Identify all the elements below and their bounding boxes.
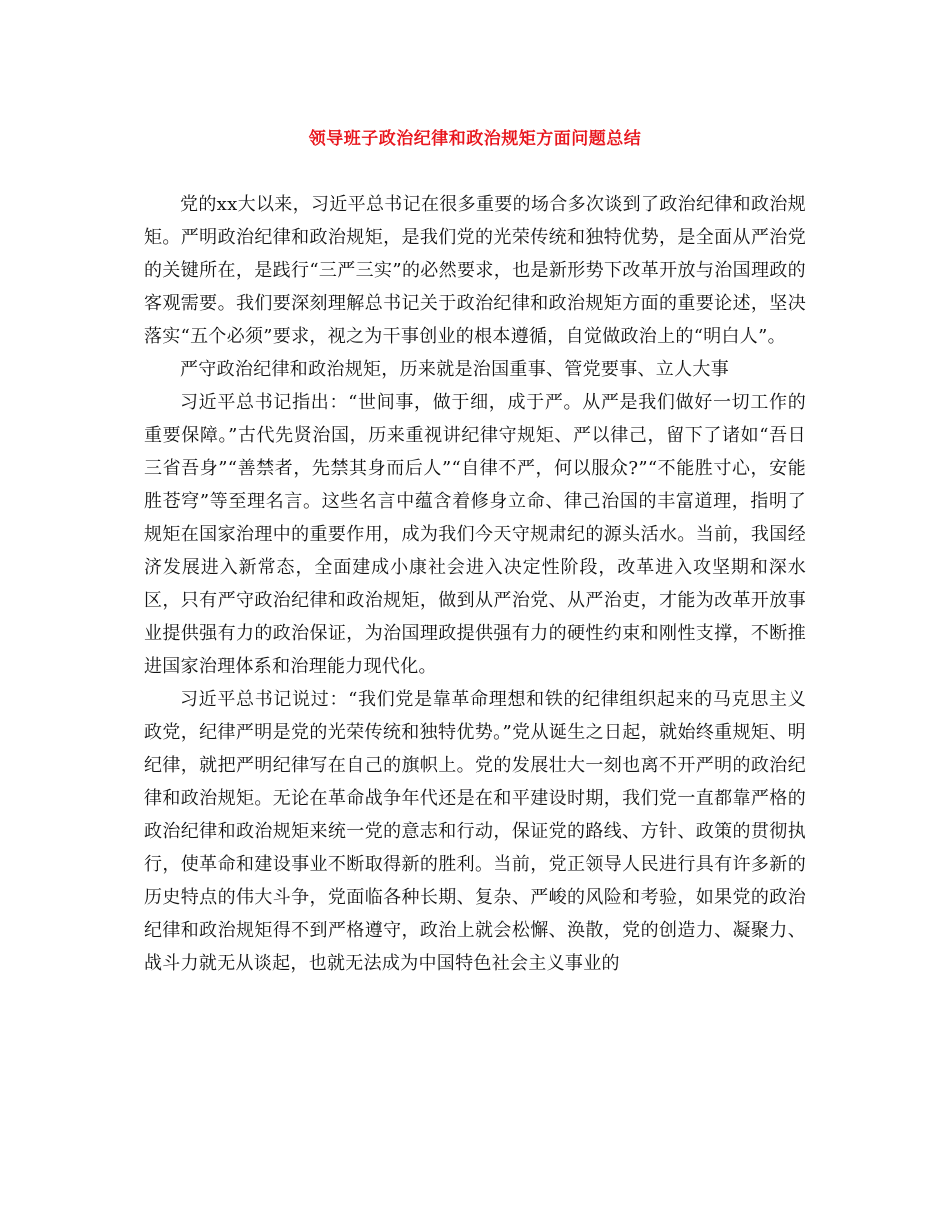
paragraph-party-tradition: 习近平总书记说过：“我们党是靠革命理想和铁的纪律组织起来的马克思主义政党，纪律严明是党的光荣传统和独特优势。”党从诞生之日起，就始终重规矩、明纪律，就把严明纪律写在自己的旗帜上。党的发展壮大一刻也离不开严明的政治纪律和政治规矩。无论在革命战争年代还是在和平建设时期，我们党一直都靠严格的政治纪律和政治规矩来统一党的意志和行动，保证党的路线、方针、政策的贯彻执行，使革命和建设事业不断取得新的胜利。当前，党正领导人民进行具有许多新的历史特点的伟大斗争，党面临各种长期、复杂、严峻的风险和考验，如果党的政治纪律和政治规矩得不到严格遵守，政治上就会松懈、涣散，党的创造力、凝聚力、战斗力就无从谈起，也就无法成为中国特色社会主义事业的	[144, 689, 806, 974]
document-title: 领导班子政治纪律和政治规矩方面问题总结	[308, 129, 642, 149]
document-page	[144, 0, 806, 1230]
paragraph-subheading: 严守政治纪律和政治规矩，历来就是治国重事、管党要事、立人大事	[180, 359, 729, 380]
paragraph-intro: 党的xx大以来，习近平总书记在很多重要的场合多次谈到了政治纪律和政治规矩。严明政治纪律和政治规矩，是我们党的光荣传统和独特优势，是全面从严治党的关键所在，是践行“三严三实”的必然要求，也是新形势下改革开放与治国理政的客观需要。我们要深刻理解总书记关于政治纪律和政治规矩方面的重要论述，坚决落实“五个必须”要求，视之为干事创业的根本遵循，自觉做政治上的“明白人”。	[144, 194, 806, 347]
paragraph-discipline-history: 习近平总书记指出：“世间事，做于细，成于严。从严是我们做好一切工作的重要保障。”古代先贤治国，历来重视讲纪律守规矩、严以律己，留下了诸如“吾日三省吾身”“善禁者，先禁其身而后人”“自律不严，何以服众?”“不能胜寸心，安能胜苍穹”等至理名言。这些名言中蕴含着修身立命、律己治国的丰富道理，指明了规矩在国家治理中的重要作用，成为我们今天守规肃纪的源头活水。当前，我国经济发展进入新常态，全面建成小康社会进入决定性阶段，改革进入攻坚期和深水区，只有严守政治纪律和政治规矩，做到从严治党、从严治吏，才能为改革开放事业提供强有力的政治保证，为治国理政提供强有力的硬性约束和刚性支撑，不断推进国家治理体系和治理能力现代化。	[144, 392, 806, 677]
document-body	[144, 188, 806, 980]
